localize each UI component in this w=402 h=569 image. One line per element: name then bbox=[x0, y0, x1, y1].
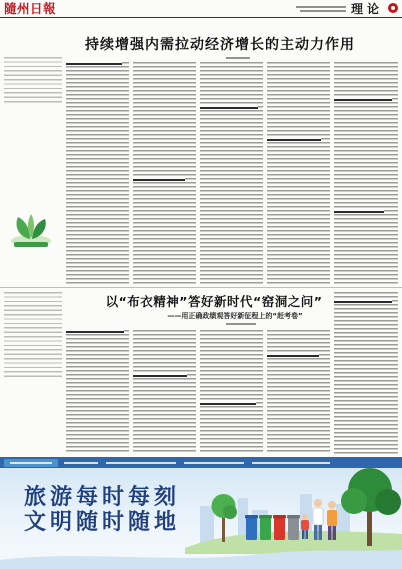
article-2-subhead bbox=[334, 300, 392, 304]
article-1-subhead bbox=[133, 178, 185, 182]
sidebar-text-lower bbox=[4, 292, 62, 378]
ad-label-box bbox=[4, 459, 58, 467]
subtitle-2: ——用正确政绩观答好新征程上的“赶考卷” bbox=[167, 312, 303, 320]
green-leaf-emblem-icon bbox=[8, 211, 54, 249]
article-2-subhead bbox=[200, 402, 256, 406]
byline-1 bbox=[226, 57, 250, 59]
article-2-subhead bbox=[133, 374, 187, 378]
emblem-ribbon bbox=[14, 242, 48, 247]
ad-slogan-text bbox=[64, 462, 98, 464]
article-1-subhead bbox=[200, 106, 258, 110]
article-1-subhead bbox=[334, 210, 384, 214]
article-1-column-3 bbox=[200, 62, 263, 284]
article-2-subhead bbox=[66, 330, 124, 334]
tree-left-icon bbox=[212, 494, 238, 542]
article-1-subhead bbox=[66, 62, 122, 66]
ad-banner bbox=[0, 468, 402, 569]
section-divider bbox=[0, 287, 402, 288]
sidebar-text-upper bbox=[4, 57, 62, 105]
article-2-subhead bbox=[267, 354, 319, 358]
red-seal-icon bbox=[388, 3, 398, 13]
header-rule bbox=[0, 17, 402, 18]
article-1-column-5 bbox=[334, 62, 398, 284]
ad-label-text bbox=[10, 462, 52, 464]
section-title: 理论 bbox=[351, 2, 384, 16]
masthead-title: 隨州日報 bbox=[4, 1, 57, 16]
article-2-column-1 bbox=[66, 330, 129, 454]
ad-slogan-text bbox=[106, 462, 176, 464]
emblem-leaf-right bbox=[32, 219, 46, 239]
ad-slogan-text bbox=[184, 462, 244, 464]
headline-1: 持续增强内需拉动经济增长的主动力作用 bbox=[85, 37, 355, 53]
ad-top-bar bbox=[0, 457, 402, 468]
article-2-column-5 bbox=[334, 292, 398, 454]
ad-slogan-text bbox=[252, 462, 330, 464]
article-1-column-4 bbox=[267, 62, 330, 284]
article-1-column-2 bbox=[133, 62, 196, 284]
byline-2 bbox=[226, 323, 256, 325]
emblem-leaf-left bbox=[17, 217, 31, 239]
header-date-line bbox=[296, 6, 346, 8]
article-1-column-1 bbox=[66, 62, 129, 284]
header-editor-line bbox=[300, 10, 346, 12]
headline-2: 以“布衣精神”答好新时代“窑洞之问” bbox=[105, 294, 323, 309]
article-2-column-4 bbox=[267, 330, 330, 454]
article-1-subhead bbox=[334, 98, 392, 102]
ad-headline-line-1: 旅游每时每刻 bbox=[24, 485, 181, 510]
article-1-subhead bbox=[267, 138, 321, 142]
ad-headline-line-2: 文明随时随地 bbox=[24, 510, 181, 535]
article-2-column-3 bbox=[200, 330, 263, 454]
article-2-column-2 bbox=[133, 330, 196, 454]
